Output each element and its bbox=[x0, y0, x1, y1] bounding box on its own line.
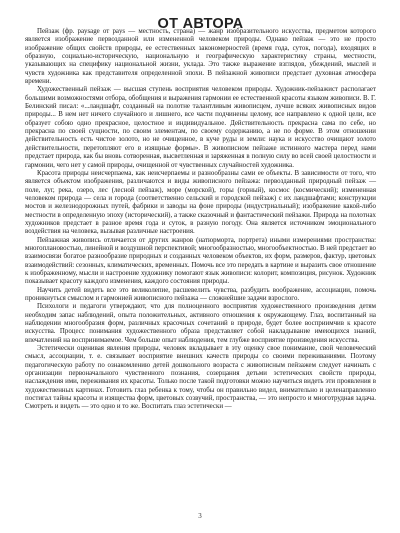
paragraph: Красота природы неисчерпаема, как неисчерпаемы и разнообразны сами ее объекты. В зависимости от того, что является объектом изображения, различаются и виды живописного пейзажа: первозданный природный пейзаж — поле, луг, река, озеро, лес (лесной пейзаж), море (морской), горы (горный), космос (космический); измененная человеком природа — села и города (соответственно сельский и городской пейзаж) с их ландшафтами; конструкции мостов и железнодорожных путей, фабрики и заводы на фоне природы (индустриальный); изображение какой-либо местности в определенную эпоху (исторический), а также сказочный и фантастический пейзажи. Природа на полотнах художников предстает в разное время года и суток, в разную погоду. Она является источником эмоционального воздействия на человека, вызывая различные настроения. bbox=[25, 169, 376, 236]
paragraph: Пейзажная живопись отличается от других жанров (натюрморта, портрета) иными измерениями пространства: многоплановостью, линейной и воздушной перспективой; многообразностью, многообъектностью. В ней предстает во взаимосвязи богатое разнообразие природных и созданных человеком объектов, их форм, размеров, фактур, цветовых взаимодействий: сезонных, климатических, временных. Помочь все это передать в картине и выразить свое отношение к изображенному, мысли и настроение художнику помогают язык живописи: колорит, композиция, рисунок. Художник показывает красоту каждого изменения, каждого состояния природы. bbox=[25, 236, 376, 286]
page-title: ОТ АВТОРА bbox=[157, 16, 244, 32]
page-number: 3 bbox=[198, 512, 202, 520]
paragraph: Эстетически оценивая явления природы, человек вкладывает в эту оценку свое понимание, свой человеческий смысл, ассоциации, т. е. связывает восприятие внешних качеств природы со своими переживаниями. Поэтому педагогическую работу по ознакомлению детей дошкольного возраста с живописным пейзажем следует начинать с организации первоначального чувственного познания, созерцания детьми эстетических свойств природы, наслаждения ими, переживания их красоты. Только после такой подготовки можно научиться видеть эти проявления в художественных картинах. Готовить глаз ребенка к тому, чтобы он правильно видел, внимательно и целенаправленно постигал тайны красоты и изящества форм, цветовых созвучий, пространства, — это непросто и многотрудная задача. Смотреть и видеть — это одно и то же. Воспитать глаз эстетически — bbox=[25, 345, 376, 411]
body-text bbox=[25, 28, 376, 412]
paragraph: Психологи и педагоги утверждают, что для полноценного восприятия художественного произведения детям необходим запас наблюдений, опыта положительных, активного отношения к окружающему. Глаз, воспитанный на наблюдении многообразия форм, различных красочных сочетаний в природе, будет более восприимчив к красоте искусства. Процесс понимания художественного образа представляет собой накладывание имеющихся знаний, впечатлений на воспринимаемое. Чем больше опыт наблюдения, тем глубже восприятие произведения искусства. bbox=[25, 303, 376, 344]
paragraph: Научить детей видеть все это великолепие, расшевелить чувства, разбудить воображение, ассоциации, помочь проникнуться смыслом и гармонией живописного пейзажа — сложнейшие задачи взрослого. bbox=[25, 286, 376, 302]
paragraph: Художественный пейзаж — высшая ступень восприятия человеком природы. Художник-пейзажист располагает большими возможностями отбора, обобщения и выражения гармонии ее естественной красоты языком живописи. В. Г. Белинский писал: «...ландшафт, созданный на полотне талантливым живописцем, лучше всяких живописных видов природы... В нем нет ничего случайного и лишнего, все части подчинены целому, все направлено к одной цели, все образует собою одно прекрасное, целостное и индивидуальное. Действительность прекрасна сама по себе, но прекрасна по своей сущности, по своим элементам, по своему содержанию, а не по форме. В этом отношении действительность есть чистое золото, но не очищенное, в куче руды и земли: наука и искусство очищают золото действительности, перетопляют его в изящные формы». В живописном пейзаже истинного мастера перед нами предстает природа, как бы вновь сотворенная, высветленная и заряженная в полную силу во всей своей целостности и гармонии, чего нет у самой природы, очищенной от чувственных случайностей художника. bbox=[25, 86, 376, 169]
paragraph: Пейзаж (фр. paysage от pays — местность, страна) — жанр изобразительного искусства, предметом которого является изображение первозданной или измененной человеком природы. Однако пейзаж — это не просто изображение общих свойств природы, ее естественных закономерностей (время года, суток, погода), входящих в образную, социально-историческую, национальную и географическую характеристику страны, местности, указывающих на специфику национальной жизни, уклада. Это также выражение взглядов, убеждений, мыслей и чувств художника как представителя определенной эпохи. В пейзажной живописи предстает духовная атмосфера времени. bbox=[25, 28, 376, 86]
